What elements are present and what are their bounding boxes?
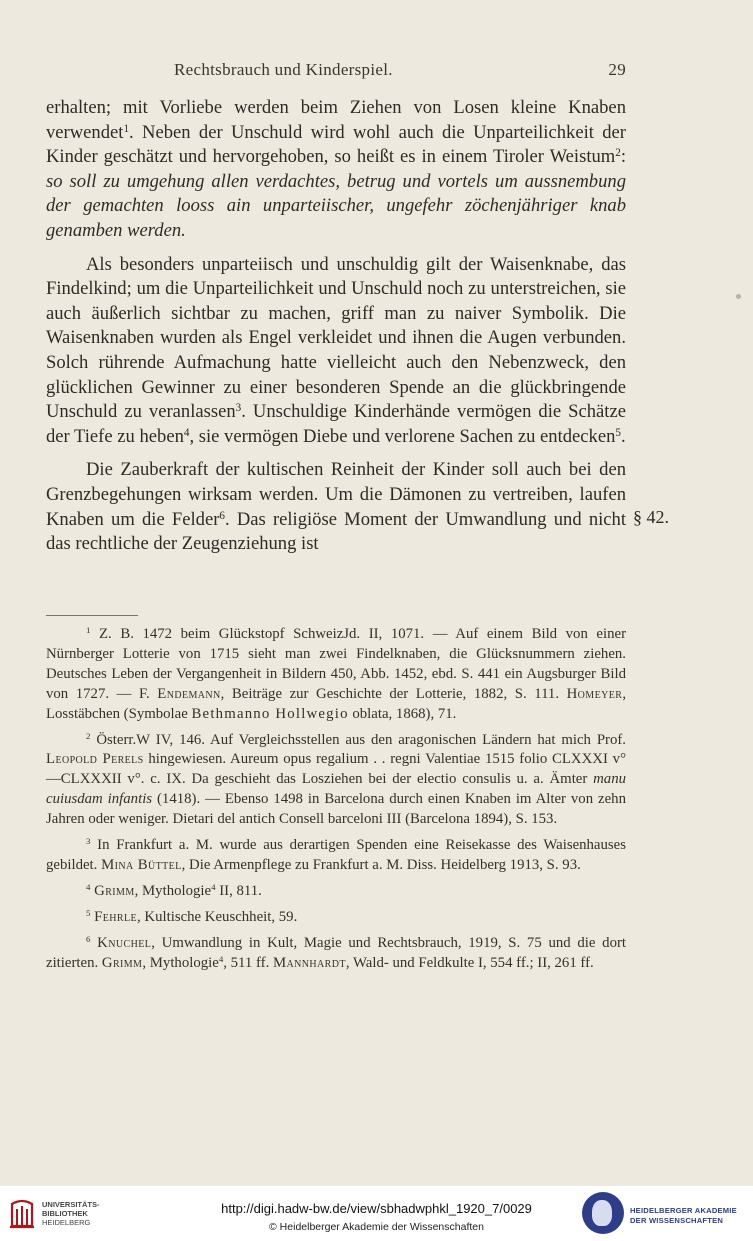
library-name-line: UNIVERSITÄTS- xyxy=(42,1200,100,1209)
paragraph-2 xyxy=(46,253,626,450)
section-margin-note: § 42. xyxy=(633,507,669,527)
footnotes xyxy=(46,625,626,980)
edition-superscript: 4 xyxy=(218,953,224,964)
footnote-number: 5 xyxy=(86,907,91,918)
running-head-title: Rechtsbrauch und Kinderspiel. xyxy=(174,60,393,79)
copyright-notice: © Heidelberger Akademie der Wissenschaften xyxy=(269,1221,484,1233)
footnote-number: 1 xyxy=(86,625,91,636)
academy-name-line: DER WISSENSCHAFTEN xyxy=(630,1216,724,1225)
text-run: hingewiesen. Aureum opus regalium . . regni Valentiae 1515 folio CLXXXI v°—CLXXXII v°. c. IX. Da geschieht das Losziehen bei der electio consulis u. a. Ämter xyxy=(46,751,626,788)
author-name: Homeyer xyxy=(566,685,623,702)
author-name: Knuchel xyxy=(97,934,152,951)
text-run: : xyxy=(620,146,626,168)
footnote-ref-1[interactable]: 1 xyxy=(123,122,130,135)
edition-superscript: 4 xyxy=(211,882,216,892)
text-run: Z. B. 1472 beim Glückstopf SchweizJd. II, 1071. — Auf einem Bild von einer Nürnberger Lotterie von 1715 sieht man zwei Findelknaben, die Glücksnummern ziehen. Deutsches Leben der Vergangenheit in Bildern 450, Abb. 1452, ebd. S. 441 ein Augsburger Bild von 1727. — F. xyxy=(46,626,626,702)
library-name-line: HEIDELBERG xyxy=(42,1218,91,1227)
paragraph-3 xyxy=(46,458,626,556)
author-name: Fehrle xyxy=(94,908,137,925)
spaced-text: Bethmanno Hollwegio xyxy=(191,705,349,722)
footnote-3 xyxy=(46,836,626,876)
text-run: II, 811. xyxy=(215,882,262,899)
footnote-ref-2[interactable]: 2 xyxy=(615,147,621,160)
footnote-4 xyxy=(46,882,626,902)
author-name: Mina Büttel xyxy=(101,856,182,873)
footnote-number: 3 xyxy=(86,836,91,847)
text-run: Österr.W IV, 146. Auf Vergleichsstellen aus den aragonischen Ländern hat mich Prof. xyxy=(90,731,626,748)
author-name: Grimm xyxy=(94,882,135,899)
footnote-2 xyxy=(46,731,626,831)
footnote-ref-6[interactable]: 6 xyxy=(219,509,225,522)
text-run: , Wald- und Feldkulte I, 554 ff.; II, 261 ff. xyxy=(345,954,594,971)
text-run: , 511 ff. xyxy=(223,954,273,971)
academy-name xyxy=(630,1206,737,1226)
text-run: . Das religiöse Moment der Umwandlung und nicht das rechtliche der Zeugenziehung ist xyxy=(46,508,627,555)
page-number: 29 xyxy=(608,60,626,79)
permalink-url[interactable]: http://digi.hadw-bw.de/view/sbhadwphkl_1920_7/0029 xyxy=(221,1201,532,1216)
library-name-line: BIBLIOTHEK xyxy=(42,1209,88,1218)
footnote-6 xyxy=(46,934,626,974)
text-run: , Umwandlung in Kult, Magie und Rechtsbrauch, 1919, S. 75 und die dort zitierten. xyxy=(46,934,627,971)
academy-logo[interactable] xyxy=(582,1191,747,1237)
text-run: (1418). — Ebenso 1498 in Barcelona durch einen Knaben im Alter von zehn Jahren oder weniger. Dietari del antich Consell barceloni III (Barcelona 1894), S. 153. xyxy=(46,791,626,828)
text-run: , Die Armenpflege zu Frankfurt a. M. Diss. Heidelberg 1913, S. 93. xyxy=(181,856,581,873)
author-name: Mannhardt xyxy=(272,954,346,971)
body-text xyxy=(46,96,626,557)
text-run: . Unschuldige Kinderhände vermögen die Schätze der Tiefe zu heben xyxy=(46,401,626,447)
text-run: Als besonders unparteiisch und unschuldig gilt der Waisenknabe, das Findelkind; um die Unparteilichkeit und Unschuld noch zu unterstreichen, sie auch äußerlich sichtbar zu machen, griff man zu naiver Symbolik. Die Waisenknaben wurden als Engel verkleidet und ihnen die Augen verbunden. Solch rührende Aufmachung hatte vielleicht auch den Nebenzweck, den glücklichen Gewinner zu einer besonderen Spende an die glückbringende Unschuld zu veranlassen xyxy=(46,253,626,423)
viewer-footer xyxy=(0,1186,753,1241)
footnote-number: 2 xyxy=(86,730,91,741)
latin-phrase: manu cuiusdam infantis xyxy=(46,771,626,808)
author-name: Leopold Perels xyxy=(46,751,144,768)
author-name: Grimm xyxy=(101,954,143,971)
footnote-number: 6 xyxy=(86,933,91,944)
footnote-number: 4 xyxy=(86,882,91,892)
text-run: , sie vermögen Diebe und verlorene Sachen zu entdecken xyxy=(189,425,616,447)
author-name: Endemann xyxy=(157,685,221,702)
text-run: , Beiträge zur Geschichte der Lotterie, 1882, S. 111. xyxy=(220,685,567,702)
text-run: , Mythologie xyxy=(134,882,212,899)
academy-name-line: HEIDELBERGER AKADEMIE xyxy=(630,1206,737,1215)
text-run: . Neben der Unschuld wird wohl auch die Unparteilichkeit der Kinder geschätzt und hervorgehoben, so heißt es in einem Tiroler Weistum xyxy=(46,121,626,168)
text-run: erhalten; mit Vorliebe werden beim Ziehen von Losen kleine Knaben verwendet xyxy=(46,97,626,143)
footnote-rule xyxy=(46,615,138,616)
footnote-5 xyxy=(46,908,626,928)
text-run: In Frankfurt a. M. wurde aus derartigen Spenden eine Reisekasse des Waisenhauses gebildet. xyxy=(46,837,626,873)
paper-spot xyxy=(736,294,741,299)
text-run: Die Zauberkraft der kultischen Reinheit der Kinder soll auch bei den Grenzbegehungen wirksam werden. Um die Dämonen zu vertreiben, laufen Knaben um die Felder xyxy=(46,459,626,530)
text-run: . xyxy=(620,425,626,447)
weistum-quote: so soll zu umgehung allen verdachtes, betrug und vortels um aussnembung der gemachten looss ain unparteiischer, ungefehr zöchenjähriger knab genamben werden. xyxy=(46,170,626,241)
text-run: , Mythologie xyxy=(142,954,219,971)
footnote-ref-3[interactable]: 3 xyxy=(235,402,242,414)
footnote-ref-4[interactable]: 4 xyxy=(183,426,190,439)
footnote-ref-5[interactable]: 5 xyxy=(615,426,621,439)
text-run: , Losstäbchen (Symbolae xyxy=(46,685,627,722)
academy-seal-icon xyxy=(582,1192,624,1234)
text-run: , Kultische Keuschheit, 59. xyxy=(137,908,298,925)
text-run: oblata, 1868), 71. xyxy=(348,705,457,722)
paragraph-1 xyxy=(46,96,626,244)
footnote-1 xyxy=(46,625,626,725)
